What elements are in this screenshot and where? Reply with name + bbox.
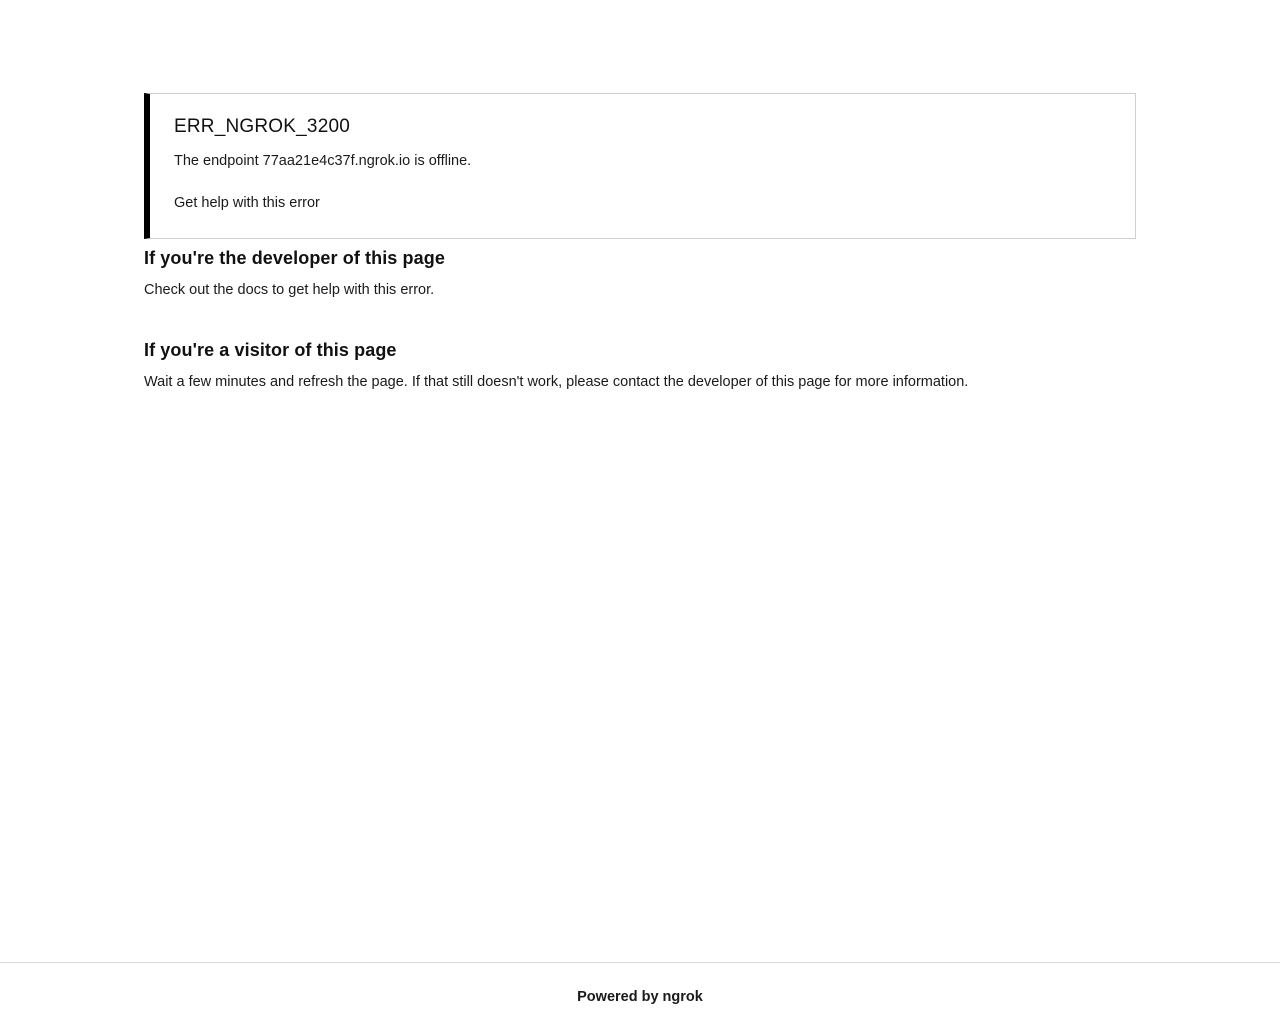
developer-section-body: Check out the docs to get help with this error. [144, 282, 435, 299]
developer-section-title: If you're the developer of this page [144, 248, 445, 268]
error-code: ERR_NGROK_3200 [174, 116, 350, 137]
page-footer [0, 962, 1280, 1024]
error-panel [144, 93, 1136, 239]
developer-section [144, 247, 1144, 302]
visitor-section-body: Wait a few minutes and refresh the page. If that still doesn't work, please contact the developer of this page for more information. [144, 374, 969, 391]
visitor-section [144, 339, 1144, 394]
error-help-link[interactable]: Get help with this error [174, 194, 320, 211]
visitor-section-title: If you're a visitor of this page [144, 340, 397, 360]
error-description: The endpoint 77aa21e4c37f.ngrok.io is offline. [174, 152, 472, 169]
footer-branding: Powered by ngrok [577, 989, 703, 1005]
